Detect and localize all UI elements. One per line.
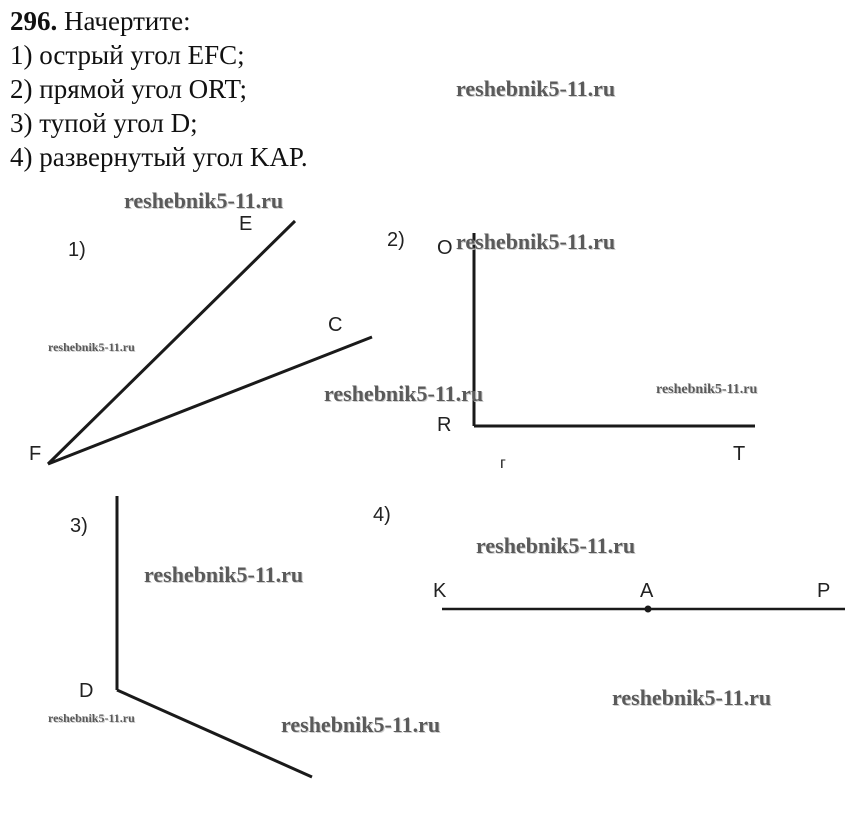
label-o: O bbox=[437, 237, 453, 259]
watermark: reshebnik5-11.ru bbox=[48, 711, 135, 725]
task-item-1: 1) острый угол EFC; bbox=[10, 40, 245, 70]
task-item-2: 2) прямой угол ORT; bbox=[10, 74, 248, 104]
label-r: R bbox=[437, 414, 452, 436]
figure-3-number: 3) bbox=[70, 515, 88, 537]
label-d: D bbox=[79, 680, 94, 702]
task-number: 296. bbox=[10, 6, 58, 36]
point-a bbox=[645, 606, 652, 613]
label-a: A bbox=[640, 580, 654, 602]
watermark: reshebnik5-11.ru bbox=[48, 340, 135, 354]
task-item-4: 4) развернутый угол KAP. bbox=[10, 142, 308, 172]
watermark: reshebnik5-11.ru bbox=[281, 712, 441, 737]
watermark: reshebnik5-11.ru bbox=[124, 188, 284, 213]
watermark: reshebnik5-11.ru bbox=[324, 381, 484, 406]
watermark: reshebnik5-11.ru bbox=[456, 76, 616, 101]
label-g-fragment: г bbox=[500, 455, 506, 472]
task-item-3: 3) тупой угол D; bbox=[10, 108, 198, 138]
label-c: C bbox=[328, 314, 343, 336]
figure-4-number: 4) bbox=[373, 504, 391, 526]
watermark: reshebnik5-11.ru bbox=[656, 382, 758, 397]
task-title: Начертите: bbox=[64, 6, 191, 36]
label-t: T bbox=[733, 443, 746, 465]
watermark: reshebnik5-11.ru bbox=[456, 229, 616, 254]
figure-1-number: 1) bbox=[68, 239, 86, 261]
label-p: P bbox=[817, 580, 831, 602]
label-f: F bbox=[29, 443, 42, 465]
watermark: reshebnik5-11.ru bbox=[476, 533, 636, 558]
watermark: reshebnik5-11.ru bbox=[144, 562, 304, 587]
figure-2-number: 2) bbox=[387, 229, 405, 251]
watermark: reshebnik5-11.ru bbox=[612, 685, 772, 710]
label-k: K bbox=[433, 580, 447, 602]
label-e: E bbox=[239, 213, 253, 235]
